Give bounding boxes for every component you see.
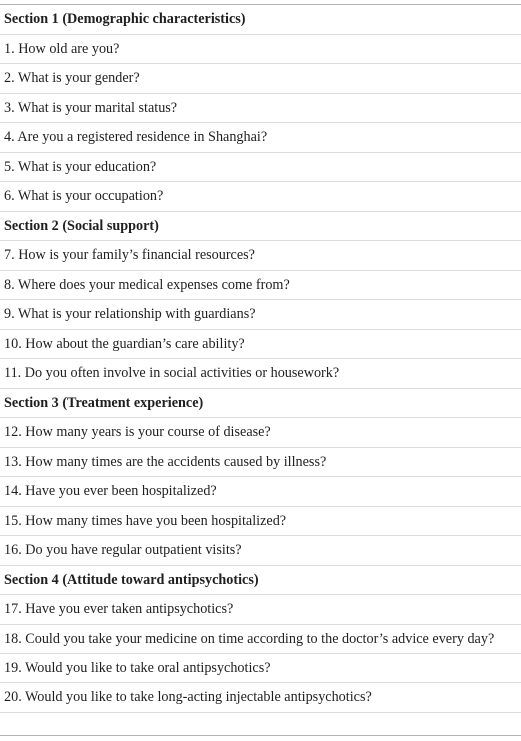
section-heading: Section 3 (Treatment experience) <box>0 389 521 419</box>
question-row: 15. How many times have you been hospitalized? <box>0 507 521 537</box>
question-row: 16. Do you have regular outpatient visits? <box>0 536 521 566</box>
question-row: 19. Would you like to take oral antipsychotics? <box>0 654 521 684</box>
question-row: 1. How old are you? <box>0 35 521 65</box>
question-row: 12. How many years is your course of disease? <box>0 418 521 448</box>
question-row: 18. Could you take your medicine on time according to the doctor’s advice every day? <box>0 625 521 654</box>
question-row: 17. Have you ever taken antipsychotics? <box>0 595 521 625</box>
question-row: 20. Would you like to take long-acting injectable antipsychotics? <box>0 683 521 713</box>
questionnaire-table <box>0 4 521 713</box>
question-row: 8. Where does your medical expenses come from? <box>0 271 521 301</box>
question-row: 7. How is your family’s financial resources? <box>0 241 521 271</box>
question-row: 10. How about the guardian’s care ability? <box>0 330 521 360</box>
section-heading: Section 2 (Social support) <box>0 212 521 242</box>
question-row: 5. What is your education? <box>0 153 521 183</box>
table-bottom-rule <box>0 735 521 736</box>
question-row: 6. What is your occupation? <box>0 182 521 212</box>
question-row: 14. Have you ever been hospitalized? <box>0 477 521 507</box>
question-row: 3. What is your marital status? <box>0 94 521 124</box>
question-row: 2. What is your gender? <box>0 64 521 94</box>
question-row: 11. Do you often involve in social activities or housework? <box>0 359 521 389</box>
question-row: 4. Are you a registered residence in Shanghai? <box>0 123 521 153</box>
section-heading: Section 4 (Attitude toward antipsychotics) <box>0 566 521 596</box>
question-row: 13. How many times are the accidents caused by illness? <box>0 448 521 478</box>
section-heading: Section 1 (Demographic characteristics) <box>0 5 521 35</box>
question-row: 9. What is your relationship with guardians? <box>0 300 521 330</box>
